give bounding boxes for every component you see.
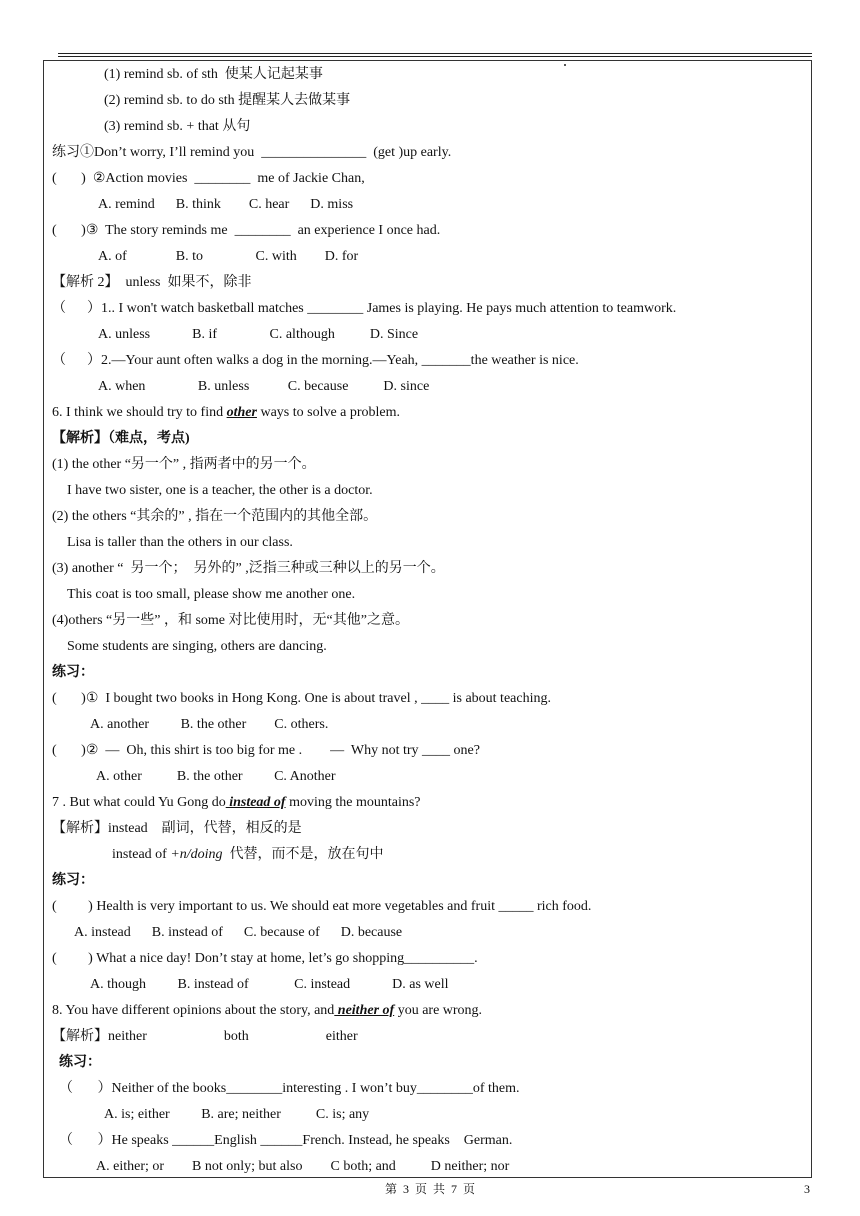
question-line: ( ) Health is very important to us. We should eat more vegetables and fruit _____ rich food. <box>52 899 592 914</box>
question-line: ( )③ The story reminds me ________ an experience I once had. <box>52 223 441 238</box>
sentence-6 <box>52 404 400 422</box>
key-phrase: neither of <box>334 1003 395 1018</box>
explanation-text: 代替，而不是，放在句中 <box>222 847 384 862</box>
explanation-line: (1) the other “另一个” , 指两者中的另一个。 <box>52 457 316 472</box>
options-line: A. is; either B. are; neither C. is; any <box>104 1107 370 1122</box>
question-line: ( )① I bought two books in Hong Kong. One is about travel , ____ is about teaching. <box>52 691 551 706</box>
options-line: A. of B. to C. with D. for <box>98 249 359 264</box>
example-line: This coat is too small, please show me another one. <box>67 587 356 602</box>
sentence-text: 6. I think we should try to find <box>52 405 227 420</box>
header-rule <box>58 53 812 54</box>
options-line: A. either; or B not only; but also C both; and D neither; nor <box>96 1159 510 1174</box>
exercise-heading: 练习： <box>59 1055 101 1070</box>
exercise-heading: 练习： <box>52 665 94 680</box>
question-line: （ ）Neither of the books________interesting . I won’t buy________of them. <box>59 1081 520 1096</box>
analysis-heading: 【解析】instead 副词，代替，相反的是 <box>52 821 302 836</box>
explanation-italic: +n/doing <box>170 847 223 862</box>
explanation-text: instead of <box>112 847 171 862</box>
example-line: I have two sister, one is a teacher, the other is a doctor. <box>67 483 373 498</box>
key-phrase: instead of <box>225 795 286 810</box>
example-line: Some students are singing, others are dancing. <box>67 639 327 654</box>
explanation-line: (4)others “另一些” ，和 some 对比使用时，无“其他”之意。 <box>52 613 409 628</box>
analysis-heading: 【解析 2】 unless 如果不，除非 <box>52 275 252 290</box>
explanation-line: (3) another “ 另一个； 另外的” ,泛指三种或三种以上的另一个。 <box>52 561 445 576</box>
options-line: A. another B. the other C. others. <box>90 717 329 732</box>
remind-usage-3: (3) remind sb. + that 从句 <box>104 119 251 134</box>
question-line: （ ）2.—Your aunt often walks a dog in the morning.—Yeah, _______the weather is nice. <box>52 353 579 368</box>
question-line: ( ) What a nice day! Don’t stay at home, let’s go shopping__________. <box>52 951 478 966</box>
example-line: Lisa is taller than the others in our class. <box>67 535 293 550</box>
question-line: （ ）He speaks ______English ______French. Instead, he speaks German. <box>59 1133 513 1148</box>
page-number: 3 <box>804 1182 810 1196</box>
sentence-8 <box>52 1002 482 1020</box>
options-line: A. though B. instead of C. instead D. as well <box>90 977 449 992</box>
options-line: A. remind B. think C. hear D. miss <box>98 197 354 212</box>
sentence-text: 7 . But what could Yu Gong do <box>52 795 226 810</box>
header-rule-second <box>58 56 812 57</box>
options-line: A. when B. unless C. because D. since <box>98 379 430 394</box>
explanation-line: (2) the others “其余的” , 指在一个范围内的其他全部。 <box>52 509 378 524</box>
header-dot-mark <box>564 64 566 66</box>
key-phrase: other <box>226 405 257 420</box>
question-line: ( ) ②Action movies ________ me of Jackie Chan, <box>52 171 365 186</box>
sentence-text: 8. You have different opinions about the story, and <box>52 1003 335 1018</box>
exercise-heading: 练习： <box>52 873 94 888</box>
options-line: A. instead B. instead of C. because of D. because <box>74 925 403 940</box>
explanation-line <box>112 846 384 864</box>
sentence-7 <box>52 794 421 812</box>
options-line: A. other B. the other C. Another <box>96 769 336 784</box>
remind-usage-1: (1) remind sb. of sth 使某人记起某事 <box>104 67 323 82</box>
question-line: ( )② — Oh, this shirt is too big for me . — Why not try ____ one? <box>52 743 480 758</box>
sentence-text: moving the mountains? <box>285 795 421 810</box>
analysis-heading: 【解析】（难点，考点) <box>52 431 190 446</box>
page-footer-label: 第 3 页 共 7 页 <box>385 1182 476 1196</box>
sentence-text: ways to solve a problem. <box>256 405 401 420</box>
analysis-heading: 【解析】neither both either <box>52 1029 358 1044</box>
sentence-text: you are wrong. <box>394 1003 483 1018</box>
exercise-line: 练习①Don’t worry, I’ll remind you _______________ (get )up early. <box>52 145 452 160</box>
question-line: （ ）1.. I won't watch basketball matches ________ James is playing. He pays much attention to teamwork. <box>52 301 677 316</box>
remind-usage-2: (2) remind sb. to do sth 提醒某人去做某事 <box>104 93 351 108</box>
options-line: A. unless B. if C. although D. Since <box>98 327 419 342</box>
